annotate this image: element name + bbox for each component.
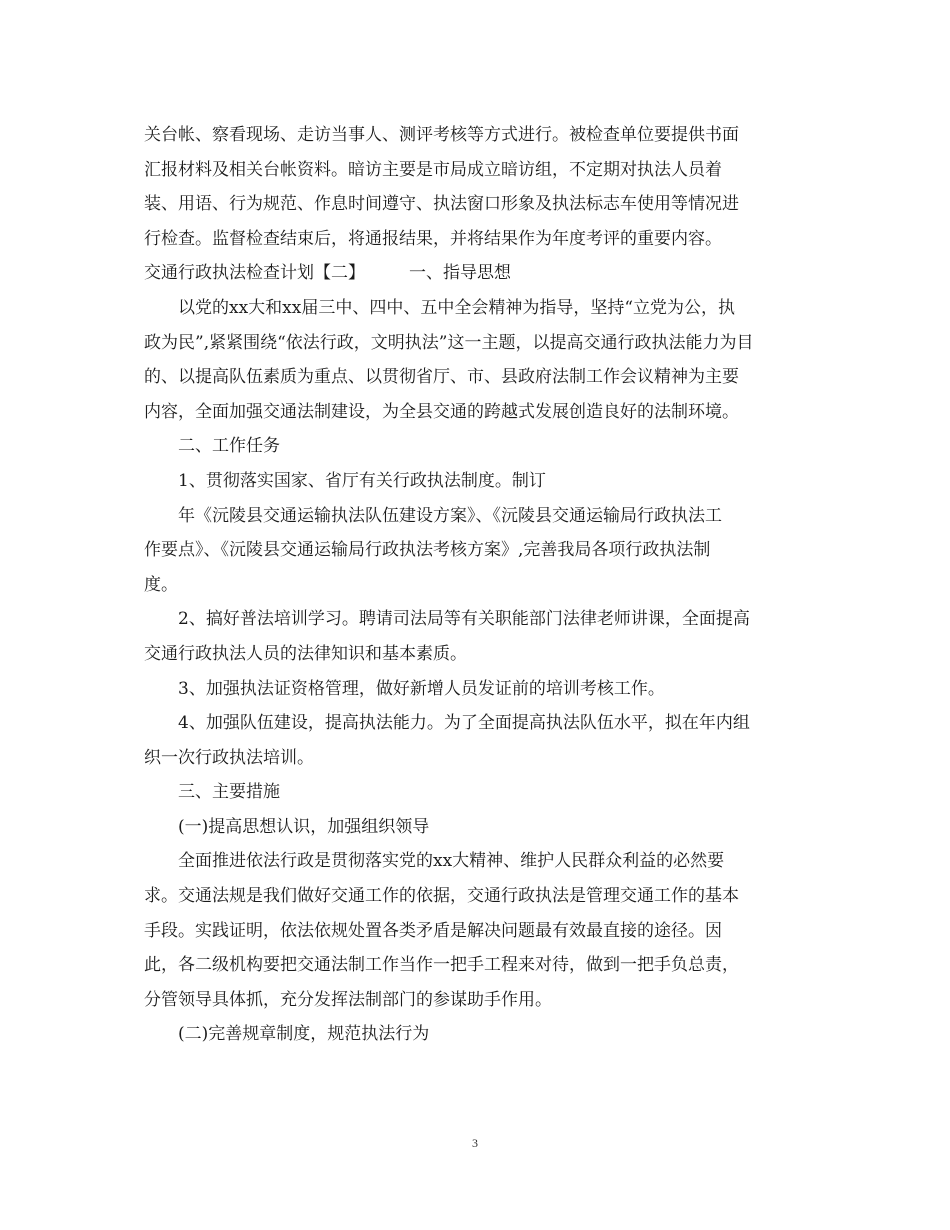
paragraph-line: 2、搞好普法培训学习。聘请司法局等有关职能部门法律老师讲课，全面提高 — [178, 609, 750, 630]
paragraph-line: 政为民”,紧紧围绕“依法行政，文明执法”这一主题，以提高交通行政执法能力为目 — [144, 332, 754, 353]
subheading-line: (二)完善规章制度，规范执法行为 — [178, 1024, 430, 1045]
paragraph-line: 全面推进依法行政是贯彻落实党的xx大精神、维护人民群众利益的必然要 — [178, 851, 725, 872]
paragraph-line: 内容，全面加强交通法制建设，为全县交通的跨越式发展创造良好的法制环境。 — [144, 401, 739, 422]
text-line: 关台帐、察看现场、走访当事人、测评考核等方式进行。被检查单位要提供书面 — [144, 125, 739, 145]
text-line: 行检查。监督检查结束后，将通报结果，并将结果作为年度考评的重要内容。 — [144, 228, 722, 249]
heading-line: 三、主要措施 — [178, 782, 280, 803]
section-heading: 一、指导思想 — [409, 263, 511, 284]
paragraph-line: 4、加强队伍建设，提高执法能力。为了全面提高执法队伍水平，拟在年内组 — [178, 713, 750, 734]
paragraph-line: 交通行政执法人员的法律知识和基本素质。 — [144, 643, 467, 664]
paragraph-line: 以党的xx大和xx届三中、四中、五中全会精神为指导，坚持“立党为公，执 — [178, 297, 736, 318]
paragraph-line: 的、以提高队伍素质为重点、以贯彻省厅、市、县政府法制工作会议精神为主要 — [144, 367, 739, 388]
paragraph-line: 1、贯彻落实国家、省厅有关行政执法制度。制订 — [178, 470, 546, 491]
paragraph-line: 求。交通法规是我们做好交通工作的依据，交通行政执法是管理交通工作的基本 — [144, 886, 739, 907]
paragraph-line: 3、加强执法证资格管理，做好新增人员发证前的培训考核工作。 — [178, 678, 665, 699]
text-line: 汇报材料及相关台帐资料。暗访主要是市局成立暗访组，不定期对执法人员着 — [144, 159, 722, 180]
section-title-line — [144, 256, 804, 291]
document-body — [144, 118, 804, 1052]
paragraph-line: 分管领导具体抓，充分发挥法制部门的参谋助手作用。 — [144, 989, 552, 1010]
text-line: 装、用语、行为规范、作息时间遵守、执法窗口形象及执法标志车使用等情况进 — [144, 194, 739, 215]
page-number: 3 — [472, 1136, 478, 1150]
paragraph-line: 此，各二级机构要把交通法制工作当作一把手工程来对待，做到一把手负总责， — [144, 955, 739, 976]
paragraph-line: 年《沅陵县交通运输执法队伍建设方案》、《沅陵县交通运输局行政执法工 — [178, 505, 722, 526]
paragraph-line: 手段。实践证明，依法依规处置各类矛盾是解决问题最有效最直接的途径。因 — [144, 920, 722, 941]
section-title: 交通行政执法检查计划【二】 — [144, 263, 365, 284]
paragraph-line: 度。 — [144, 574, 178, 595]
subheading-line: (一)提高思想认识，加强组织领导 — [178, 816, 430, 837]
paragraph-line: 织一次行政执法培训。 — [144, 747, 314, 768]
heading-line: 二、工作任务 — [178, 436, 280, 457]
paragraph-line: 作要点》、《沅陵县交通运输局行政执法考核方案》,完善我局各项行政执法制 — [144, 540, 711, 561]
